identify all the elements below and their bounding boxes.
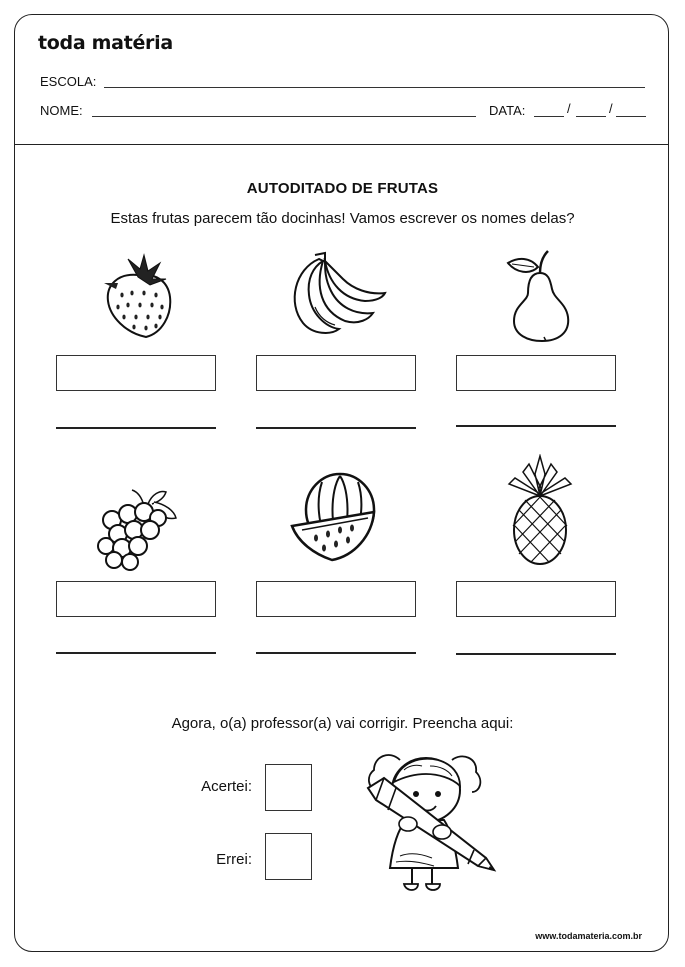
correct-label: Acertei: — [201, 778, 252, 795]
pear-icon — [504, 247, 576, 343]
brand-logo: toda matéria — [38, 32, 173, 54]
date-label: DATA: — [489, 103, 526, 118]
strawberry-icon — [98, 253, 178, 343]
school-write-line[interactable] — [104, 87, 645, 88]
header-divider — [14, 144, 669, 145]
answer-line-6[interactable] — [456, 653, 616, 655]
activity-title: AUTODITADO DE FRUTAS — [246, 180, 439, 197]
correction-prompt: Agora, o(a) professor(a) vai corrigir. Preencha aqui: — [171, 715, 514, 732]
date-separator: / — [609, 101, 613, 116]
footer-url[interactable]: www.todamateria.com.br — [535, 931, 642, 941]
banana-icon — [285, 247, 389, 339]
answer-box-2[interactable] — [256, 355, 416, 391]
school-label: ESCOLA: — [40, 74, 97, 89]
date-day-line[interactable] — [534, 116, 564, 117]
grapes-icon — [94, 484, 184, 572]
wrong-count-box[interactable] — [265, 833, 312, 880]
pineapple-icon — [505, 454, 575, 566]
answer-line-5[interactable] — [256, 652, 416, 654]
answer-box-4[interactable] — [56, 581, 216, 617]
date-year-line[interactable] — [616, 116, 646, 117]
answer-line-1[interactable] — [56, 427, 216, 429]
answer-box-3[interactable] — [456, 355, 616, 391]
answer-line-2[interactable] — [256, 427, 416, 429]
name-write-line[interactable] — [92, 116, 476, 117]
answer-box-1[interactable] — [56, 355, 216, 391]
answer-box-6[interactable] — [456, 581, 616, 617]
watermelon-icon — [288, 470, 384, 566]
date-separator: / — [567, 101, 571, 116]
name-label: NOME: — [40, 103, 83, 118]
answer-box-5[interactable] — [256, 581, 416, 617]
answer-line-4[interactable] — [56, 652, 216, 654]
date-month-line[interactable] — [576, 116, 606, 117]
wrong-label: Errei: — [216, 851, 252, 868]
answer-line-3[interactable] — [456, 425, 616, 427]
activity-instruction: Estas frutas parecem tão docinhas! Vamos escrever os nomes delas? — [110, 210, 575, 227]
girl-with-pencil-icon — [360, 748, 500, 896]
correct-count-box[interactable] — [265, 764, 312, 811]
